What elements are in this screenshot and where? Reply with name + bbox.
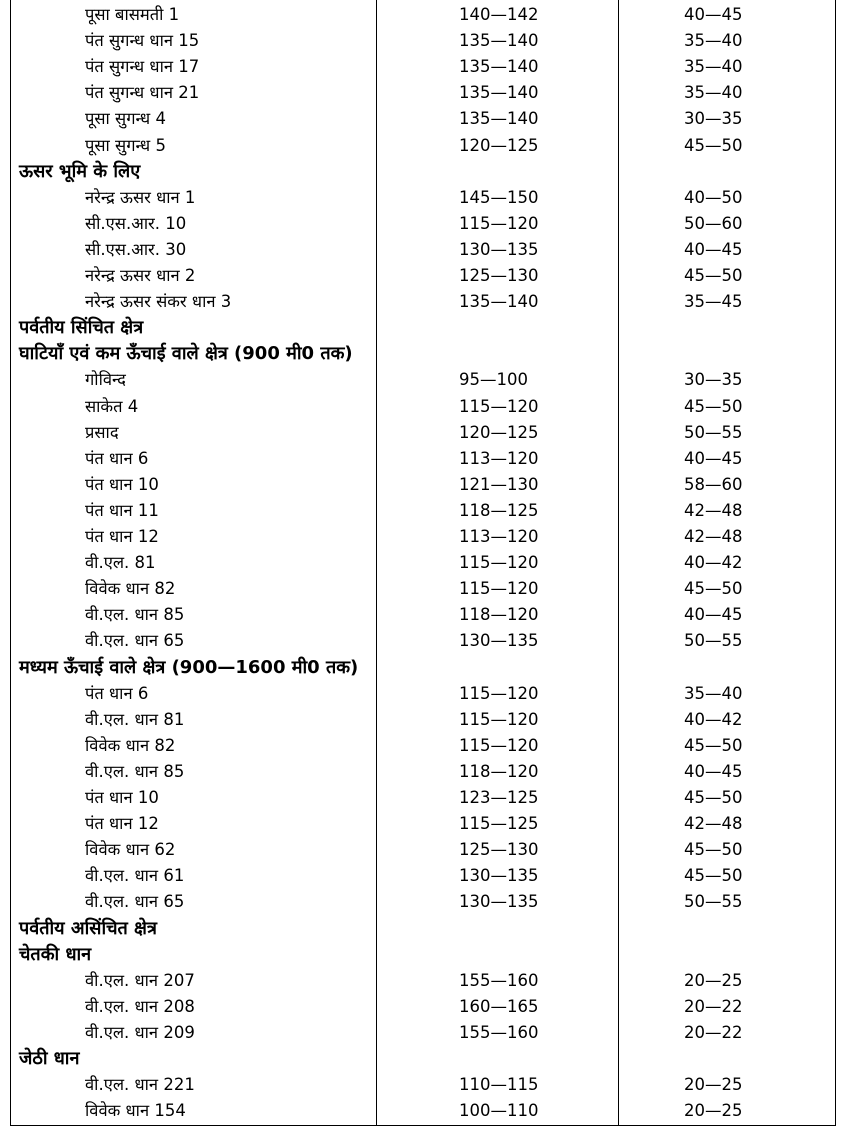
duration-days: 115—120 bbox=[459, 553, 539, 573]
yield-value: 42—48 bbox=[684, 527, 743, 546]
duration-days: 120—125 bbox=[459, 422, 539, 442]
variety-name: पंत धान 12 bbox=[85, 527, 159, 546]
variety-name: पंत धान 11 bbox=[85, 500, 159, 520]
table-row bbox=[11, 2, 837, 28]
table-row bbox=[11, 785, 837, 811]
yield-value: 45—50 bbox=[684, 788, 743, 807]
yield-value: 20—25 bbox=[684, 970, 743, 990]
table-row bbox=[11, 628, 837, 654]
duration-days: 110—115 bbox=[459, 1075, 539, 1095]
duration-days: 100—110 bbox=[459, 1101, 539, 1121]
variety-name: वी.एल. धान 85 bbox=[85, 605, 185, 625]
table-row bbox=[11, 106, 837, 132]
variety-name: सी.एस.आर. 10 bbox=[85, 213, 187, 233]
section-heading-row bbox=[11, 916, 837, 942]
section-heading-row bbox=[11, 315, 837, 341]
table-row bbox=[11, 576, 837, 602]
duration-days: 125—130 bbox=[459, 266, 539, 285]
duration-days: 95—100 bbox=[459, 370, 528, 390]
table-row bbox=[11, 837, 837, 863]
variety-name: वी.एल. धान 65 bbox=[85, 892, 185, 912]
yield-value: 58—60 bbox=[684, 474, 743, 494]
yield-value: 40—45 bbox=[684, 605, 743, 625]
duration-days: 125—130 bbox=[459, 840, 539, 860]
yield-value: 35—40 bbox=[684, 683, 743, 703]
yield-value: 40—45 bbox=[684, 448, 743, 468]
yield-value: 50—55 bbox=[684, 631, 743, 651]
variety-name: वी.एल. धान 207 bbox=[85, 970, 195, 990]
yield-value: 45—50 bbox=[684, 840, 743, 860]
duration-days: 135—140 bbox=[459, 83, 539, 103]
variety-name: पूसा सुगन्ध 4 bbox=[85, 109, 166, 129]
section-heading: ऊसर भूमि के लिए bbox=[19, 159, 144, 185]
table-row bbox=[11, 211, 837, 237]
section-heading-row bbox=[11, 655, 837, 681]
duration-days: 140—142 bbox=[459, 5, 539, 24]
yield-value: 45—50 bbox=[684, 135, 743, 155]
variety-name: वी.एल. धान 208 bbox=[85, 996, 195, 1016]
table-row bbox=[11, 289, 837, 315]
duration-days: 135—140 bbox=[459, 31, 539, 51]
variety-name: वी.एल. धान 221 bbox=[85, 1075, 195, 1095]
yield-value: 30—35 bbox=[684, 109, 743, 129]
duration-days: 115—125 bbox=[459, 814, 539, 834]
table-row bbox=[11, 54, 837, 80]
duration-days: 121—130 bbox=[459, 474, 539, 494]
yield-value: 40—45 bbox=[684, 239, 743, 259]
table-row bbox=[11, 133, 837, 159]
variety-name: नरेन्द्र ऊसर धान 2 bbox=[85, 266, 196, 285]
table-row bbox=[11, 263, 837, 289]
yield-value: 40—45 bbox=[684, 5, 743, 24]
yield-value: 40—50 bbox=[684, 187, 743, 207]
table-row bbox=[11, 889, 837, 915]
table-row bbox=[11, 498, 837, 524]
yield-value: 20—25 bbox=[684, 1101, 743, 1121]
yield-value: 20—22 bbox=[684, 1022, 743, 1042]
table-row bbox=[11, 446, 837, 472]
yield-value: 42—48 bbox=[684, 500, 743, 520]
yield-value: 35—40 bbox=[684, 83, 743, 103]
table-row bbox=[11, 1098, 837, 1124]
duration-days: 115—120 bbox=[459, 735, 539, 755]
duration-days: 115—120 bbox=[459, 213, 539, 233]
duration-days: 113—120 bbox=[459, 448, 539, 468]
variety-name: पूसा सुगन्ध 5 bbox=[85, 135, 166, 155]
table-row bbox=[11, 1072, 837, 1098]
table-row bbox=[11, 394, 837, 420]
duration-days: 145—150 bbox=[459, 187, 539, 207]
variety-name: नरेन्द्र ऊसर संकर धान 3 bbox=[85, 292, 232, 312]
section-heading-row bbox=[11, 341, 837, 367]
section-heading-row bbox=[11, 942, 837, 968]
section-heading: घाटियाँ एवं कम ऊँचाई वाले क्षेत्र (900 मी0 तक) bbox=[19, 341, 357, 367]
table-row bbox=[11, 550, 837, 576]
table-row bbox=[11, 472, 837, 498]
variety-name: विवेक धान 154 bbox=[85, 1101, 186, 1121]
section-heading-row bbox=[11, 1046, 837, 1072]
duration-days: 135—140 bbox=[459, 57, 539, 77]
variety-table bbox=[10, 0, 836, 1126]
duration-days: 115—120 bbox=[459, 579, 539, 599]
table-row bbox=[11, 968, 837, 994]
table-row bbox=[11, 524, 837, 550]
variety-name: पंत सुगन्ध धान 21 bbox=[85, 83, 200, 103]
yield-value: 30—35 bbox=[684, 370, 743, 390]
duration-days: 115—120 bbox=[459, 683, 539, 703]
yield-value: 45—50 bbox=[684, 266, 743, 285]
variety-name: विवेक धान 82 bbox=[85, 579, 176, 599]
duration-days: 135—140 bbox=[459, 109, 539, 129]
variety-name: पंत धान 6 bbox=[85, 683, 149, 703]
yield-value: 40—42 bbox=[684, 553, 743, 573]
section-heading: पर्वतीय सिंचित क्षेत्र bbox=[19, 315, 147, 341]
table-row bbox=[11, 367, 837, 393]
yield-value: 40—45 bbox=[684, 761, 743, 781]
section-heading: चेतकी धान bbox=[19, 942, 95, 968]
section-heading: जेठी धान bbox=[19, 1046, 83, 1072]
variety-name: विवेक धान 82 bbox=[85, 735, 176, 755]
duration-days: 115—120 bbox=[459, 709, 539, 729]
table-row bbox=[11, 1020, 837, 1046]
variety-name: विवेक धान 62 bbox=[85, 840, 176, 860]
yield-value: 45—50 bbox=[684, 866, 743, 886]
table-row bbox=[11, 237, 837, 263]
duration-days: 130—135 bbox=[459, 866, 539, 886]
variety-name: पंत धान 10 bbox=[85, 788, 159, 807]
variety-name: साकेत 4 bbox=[85, 396, 139, 416]
duration-days: 123—125 bbox=[459, 788, 539, 807]
variety-name: वी.एल. 81 bbox=[85, 553, 156, 573]
table-row bbox=[11, 707, 837, 733]
duration-days: 135—140 bbox=[459, 292, 539, 312]
table-row bbox=[11, 80, 837, 106]
yield-value: 35—45 bbox=[684, 292, 743, 312]
variety-name: वी.एल. धान 61 bbox=[85, 866, 185, 886]
yield-value: 50—60 bbox=[684, 213, 743, 233]
duration-days: 155—160 bbox=[459, 970, 539, 990]
variety-name: प्रसाद bbox=[85, 422, 119, 442]
duration-days: 118—120 bbox=[459, 605, 539, 625]
duration-days: 118—120 bbox=[459, 761, 539, 781]
duration-days: 160—165 bbox=[459, 996, 539, 1016]
duration-days: 130—135 bbox=[459, 892, 539, 912]
variety-name: पंत सुगन्ध धान 15 bbox=[85, 31, 200, 51]
variety-name: पंत सुगन्ध धान 17 bbox=[85, 57, 200, 77]
table-row bbox=[11, 28, 837, 54]
table-row bbox=[11, 602, 837, 628]
yield-value: 35—40 bbox=[684, 31, 743, 51]
table-row bbox=[11, 759, 837, 785]
section-heading-row bbox=[11, 159, 837, 185]
duration-days: 130—135 bbox=[459, 631, 539, 651]
variety-name: वी.एल. धान 85 bbox=[85, 761, 185, 781]
yield-value: 50—55 bbox=[684, 422, 743, 442]
duration-days: 113—120 bbox=[459, 527, 539, 546]
section-heading: मध्यम ऊँचाई वाले क्षेत्र (900—1600 मी0 तक) bbox=[19, 655, 362, 681]
yield-value: 42—48 bbox=[684, 814, 743, 834]
variety-name: पंत धान 10 bbox=[85, 474, 159, 494]
variety-name: सी.एस.आर. 30 bbox=[85, 239, 187, 259]
table-row bbox=[11, 420, 837, 446]
table-row bbox=[11, 733, 837, 759]
yield-value: 40—42 bbox=[684, 709, 743, 729]
section-heading: पर्वतीय असिंचित क्षेत्र bbox=[19, 916, 161, 942]
variety-name: गोविन्द bbox=[85, 370, 126, 390]
variety-name: नरेन्द्र ऊसर धान 1 bbox=[85, 187, 196, 207]
table-row bbox=[11, 811, 837, 837]
duration-days: 155—160 bbox=[459, 1022, 539, 1042]
yield-value: 50—55 bbox=[684, 892, 743, 912]
variety-name: वी.एल. धान 65 bbox=[85, 631, 185, 651]
table-row bbox=[11, 185, 837, 211]
variety-name: पूसा बासमती 1 bbox=[85, 5, 180, 24]
duration-days: 130—135 bbox=[459, 239, 539, 259]
yield-value: 35—40 bbox=[684, 57, 743, 77]
table-row bbox=[11, 863, 837, 889]
variety-name: पंत धान 12 bbox=[85, 814, 159, 834]
duration-days: 118—125 bbox=[459, 500, 539, 520]
variety-name: वी.एल. धान 209 bbox=[85, 1022, 195, 1042]
yield-value: 45—50 bbox=[684, 579, 743, 599]
duration-days: 115—120 bbox=[459, 396, 539, 416]
yield-value: 20—25 bbox=[684, 1075, 743, 1095]
variety-name: पंत धान 6 bbox=[85, 448, 149, 468]
yield-value: 45—50 bbox=[684, 735, 743, 755]
variety-name: वी.एल. धान 81 bbox=[85, 709, 185, 729]
duration-days: 120—125 bbox=[459, 135, 539, 155]
table-row bbox=[11, 994, 837, 1020]
yield-value: 45—50 bbox=[684, 396, 743, 416]
yield-value: 20—22 bbox=[684, 996, 743, 1016]
table-row bbox=[11, 681, 837, 707]
